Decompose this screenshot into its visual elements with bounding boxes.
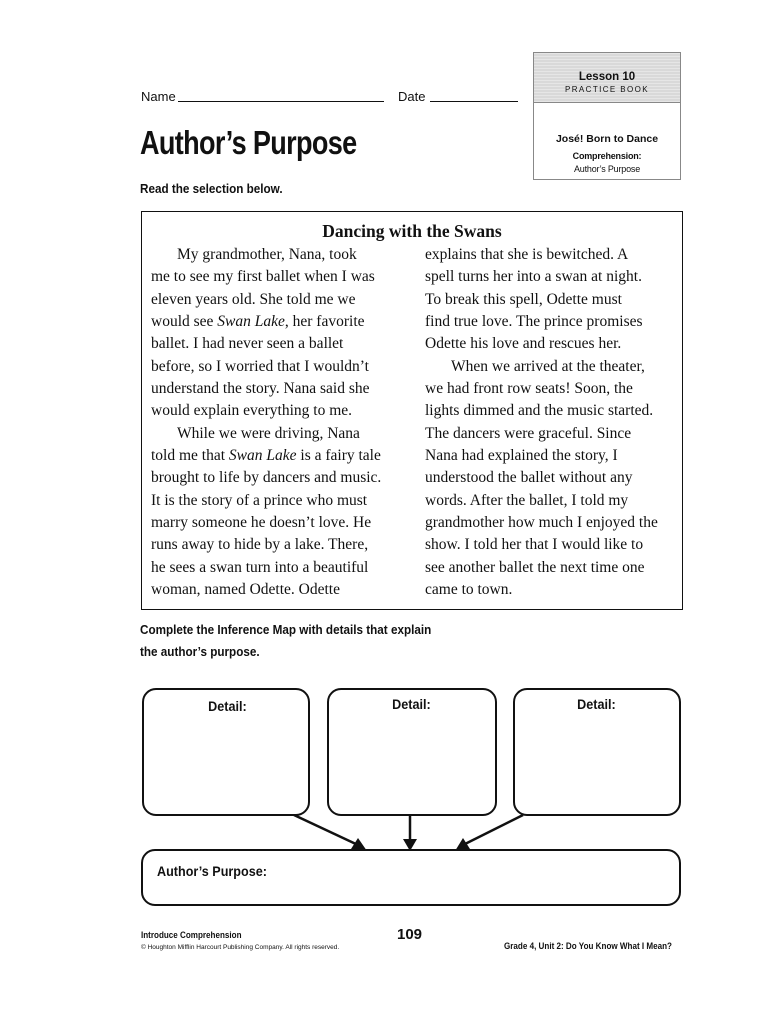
passage-line: show. I told her that I would like to [425, 536, 644, 554]
page-number: 109 [397, 926, 423, 943]
passage-text: is a fairy tale [296, 447, 381, 465]
passage-text: would see [151, 313, 218, 331]
passage-italic-title: Swan Lake [217, 313, 285, 331]
passage-line: understood the ballet without any [425, 469, 633, 487]
story-title: José! Born to Dance [555, 133, 659, 145]
passage-line: see another ballet the next time one [425, 558, 645, 576]
date-label: Date [398, 89, 426, 104]
passage-line: To break this spell, Odette must [425, 290, 622, 308]
skill-label: Comprehension: [572, 151, 642, 161]
passage-line: marry someone he doesn’t love. He [151, 514, 372, 532]
map-instruction-line-1: Complete the Inference Map with details that explain [140, 622, 432, 637]
footer-section-title: Introduce Comprehension [141, 930, 242, 941]
passage-line: came to town. [425, 581, 513, 599]
passage-line: The dancers were graceful. Since [425, 424, 632, 442]
passage-line: explains that she is bewitched. A [425, 246, 629, 263]
passage-line: before, so I worried that I wouldn’t [151, 357, 369, 375]
passage-title: Dancing with the Swans [322, 221, 502, 241]
passage-line: eleven years old. She told me we [151, 290, 356, 308]
passage-line: me to see my first ballet when I was [151, 268, 375, 286]
passage-text: told me that [151, 447, 229, 465]
passage-text: , her favorite [284, 313, 365, 331]
lesson-number: Lesson 10 [578, 71, 636, 83]
passage-line: understand the story. Nana said she [151, 380, 370, 398]
detail-box-3[interactable] [513, 688, 681, 816]
practice-book-label: PRACTICE BOOK [565, 85, 649, 94]
passage-line: would explain everything to me. [151, 402, 353, 420]
passage-line: runs away to hide by a lake. There, [151, 536, 369, 554]
passage-line: find true love. The prince promises [425, 313, 643, 331]
skill-name: Author’s Purpose [573, 164, 640, 174]
passage-line: Odette his love and rescues her. [425, 335, 622, 353]
name-label: Name [141, 89, 176, 104]
passage-italic-title: Swan Lake [228, 447, 297, 465]
passage-line: words. After the ballet, I told my [425, 491, 629, 509]
passage-line: When we arrived at the theater, [451, 357, 645, 375]
detail-label-2: Detail: [392, 696, 431, 712]
authors-purpose-box[interactable] [141, 849, 681, 906]
read-instruction: Read the selection below. [140, 181, 283, 196]
authors-purpose-label: Author’s Purpose: [157, 863, 267, 879]
detail-box-1[interactable] [142, 688, 310, 816]
passage-line: ballet. I had never seen a ballet [151, 335, 344, 353]
detail-box-2[interactable] [327, 688, 497, 816]
passage-line: While we were driving, Nana [177, 424, 360, 442]
passage-line: grandmother how much I enjoyed the [425, 514, 658, 532]
footer-copyright: © Houghton Mifflin Harcourt Publishing Company. All rights reserved. [141, 944, 340, 951]
page-title: Author’s Purpose [140, 124, 357, 161]
detail-label-1: Detail: [208, 698, 247, 714]
passage-line: woman, named Odette. Odette [151, 581, 340, 599]
passage-line: we had front row seats! Soon, the [425, 380, 633, 398]
passage-line: Nana had explained the story, I [425, 447, 618, 465]
passage-line: spell turns her into a swan at night. [425, 268, 642, 286]
passage-line: he sees a swan turn into a beautiful [151, 558, 369, 576]
detail-label-3: Detail: [577, 696, 616, 712]
footer-unit-title: Grade 4, Unit 2: Do You Know What I Mean? [504, 941, 672, 952]
passage-line: lights dimmed and the music started. [425, 402, 654, 420]
passage-line: brought to life by dancers and music. [151, 469, 382, 487]
passage-line: My grandmother, Nana, took [177, 246, 357, 263]
map-instruction-line-2: the author’s purpose. [140, 644, 260, 659]
arrow-left-line [294, 815, 358, 845]
arrow-right-line [463, 815, 523, 845]
passage-line: It is the story of a prince who must [151, 491, 368, 509]
